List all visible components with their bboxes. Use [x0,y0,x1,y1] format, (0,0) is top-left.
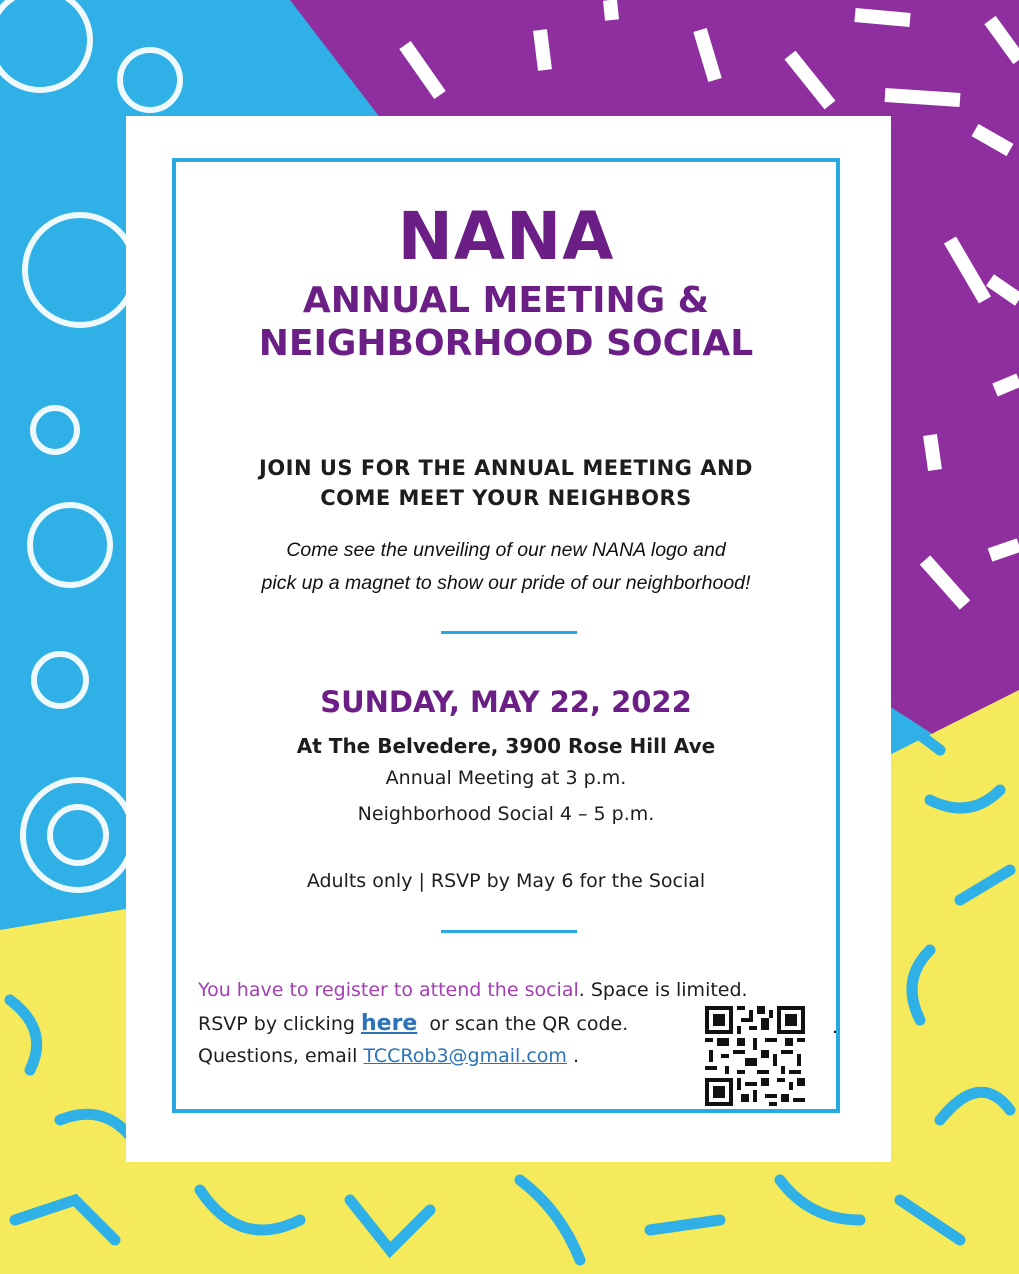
social-time: Neighborhood Social 4 – 5 p.m. [357,803,655,825]
trailing-dot: . [832,1016,839,1038]
divider-top [441,631,577,634]
event-venue: At The Belvedere, 3900 Rose Hill Ave [296,734,716,758]
divider-bottom [441,930,577,933]
questions-line [198,1042,579,1070]
invite-line2: COME MEET YOUR NEIGHBORS [320,486,692,510]
meeting-time: Annual Meeting at 3 p.m. [385,767,627,789]
invite-line1: JOIN US FOR THE ANNUAL MEETING AND [259,456,753,480]
event-date: SUNDAY, MAY 22, 2022 [320,685,692,719]
qr-code[interactable] [705,1006,805,1106]
rsvp-prefix: RSVP by clicking [198,1013,361,1035]
questions-suffix: . [566,1045,580,1067]
register-highlight: You have to register to attend the social [198,979,579,1001]
flyer-subtitle-line1: ANNUAL MEETING & [302,280,710,321]
register-rest: . Space is limited. [578,979,748,1001]
attendance-notice: Adults only | RSVP by May 6 for the Social [306,870,706,892]
rsvp-line [198,1010,628,1038]
tagline-line1: Come see the unveiling of our new NANA logo and [286,539,726,561]
rsvp-suffix: or scan the QR code. [417,1013,629,1035]
flyer-title: NANA [397,198,615,275]
flyer-subtitle-line2: NEIGHBORHOOD SOCIAL [258,323,754,364]
tagline-line2: pick up a magnet to show our pride of our neighborhood! [261,572,751,594]
register-notice [198,976,748,1004]
email-link[interactable]: TCCRob3@gmail.com [363,1045,567,1067]
rsvp-link[interactable]: here [360,1011,418,1036]
questions-prefix: Questions, email [198,1045,364,1067]
